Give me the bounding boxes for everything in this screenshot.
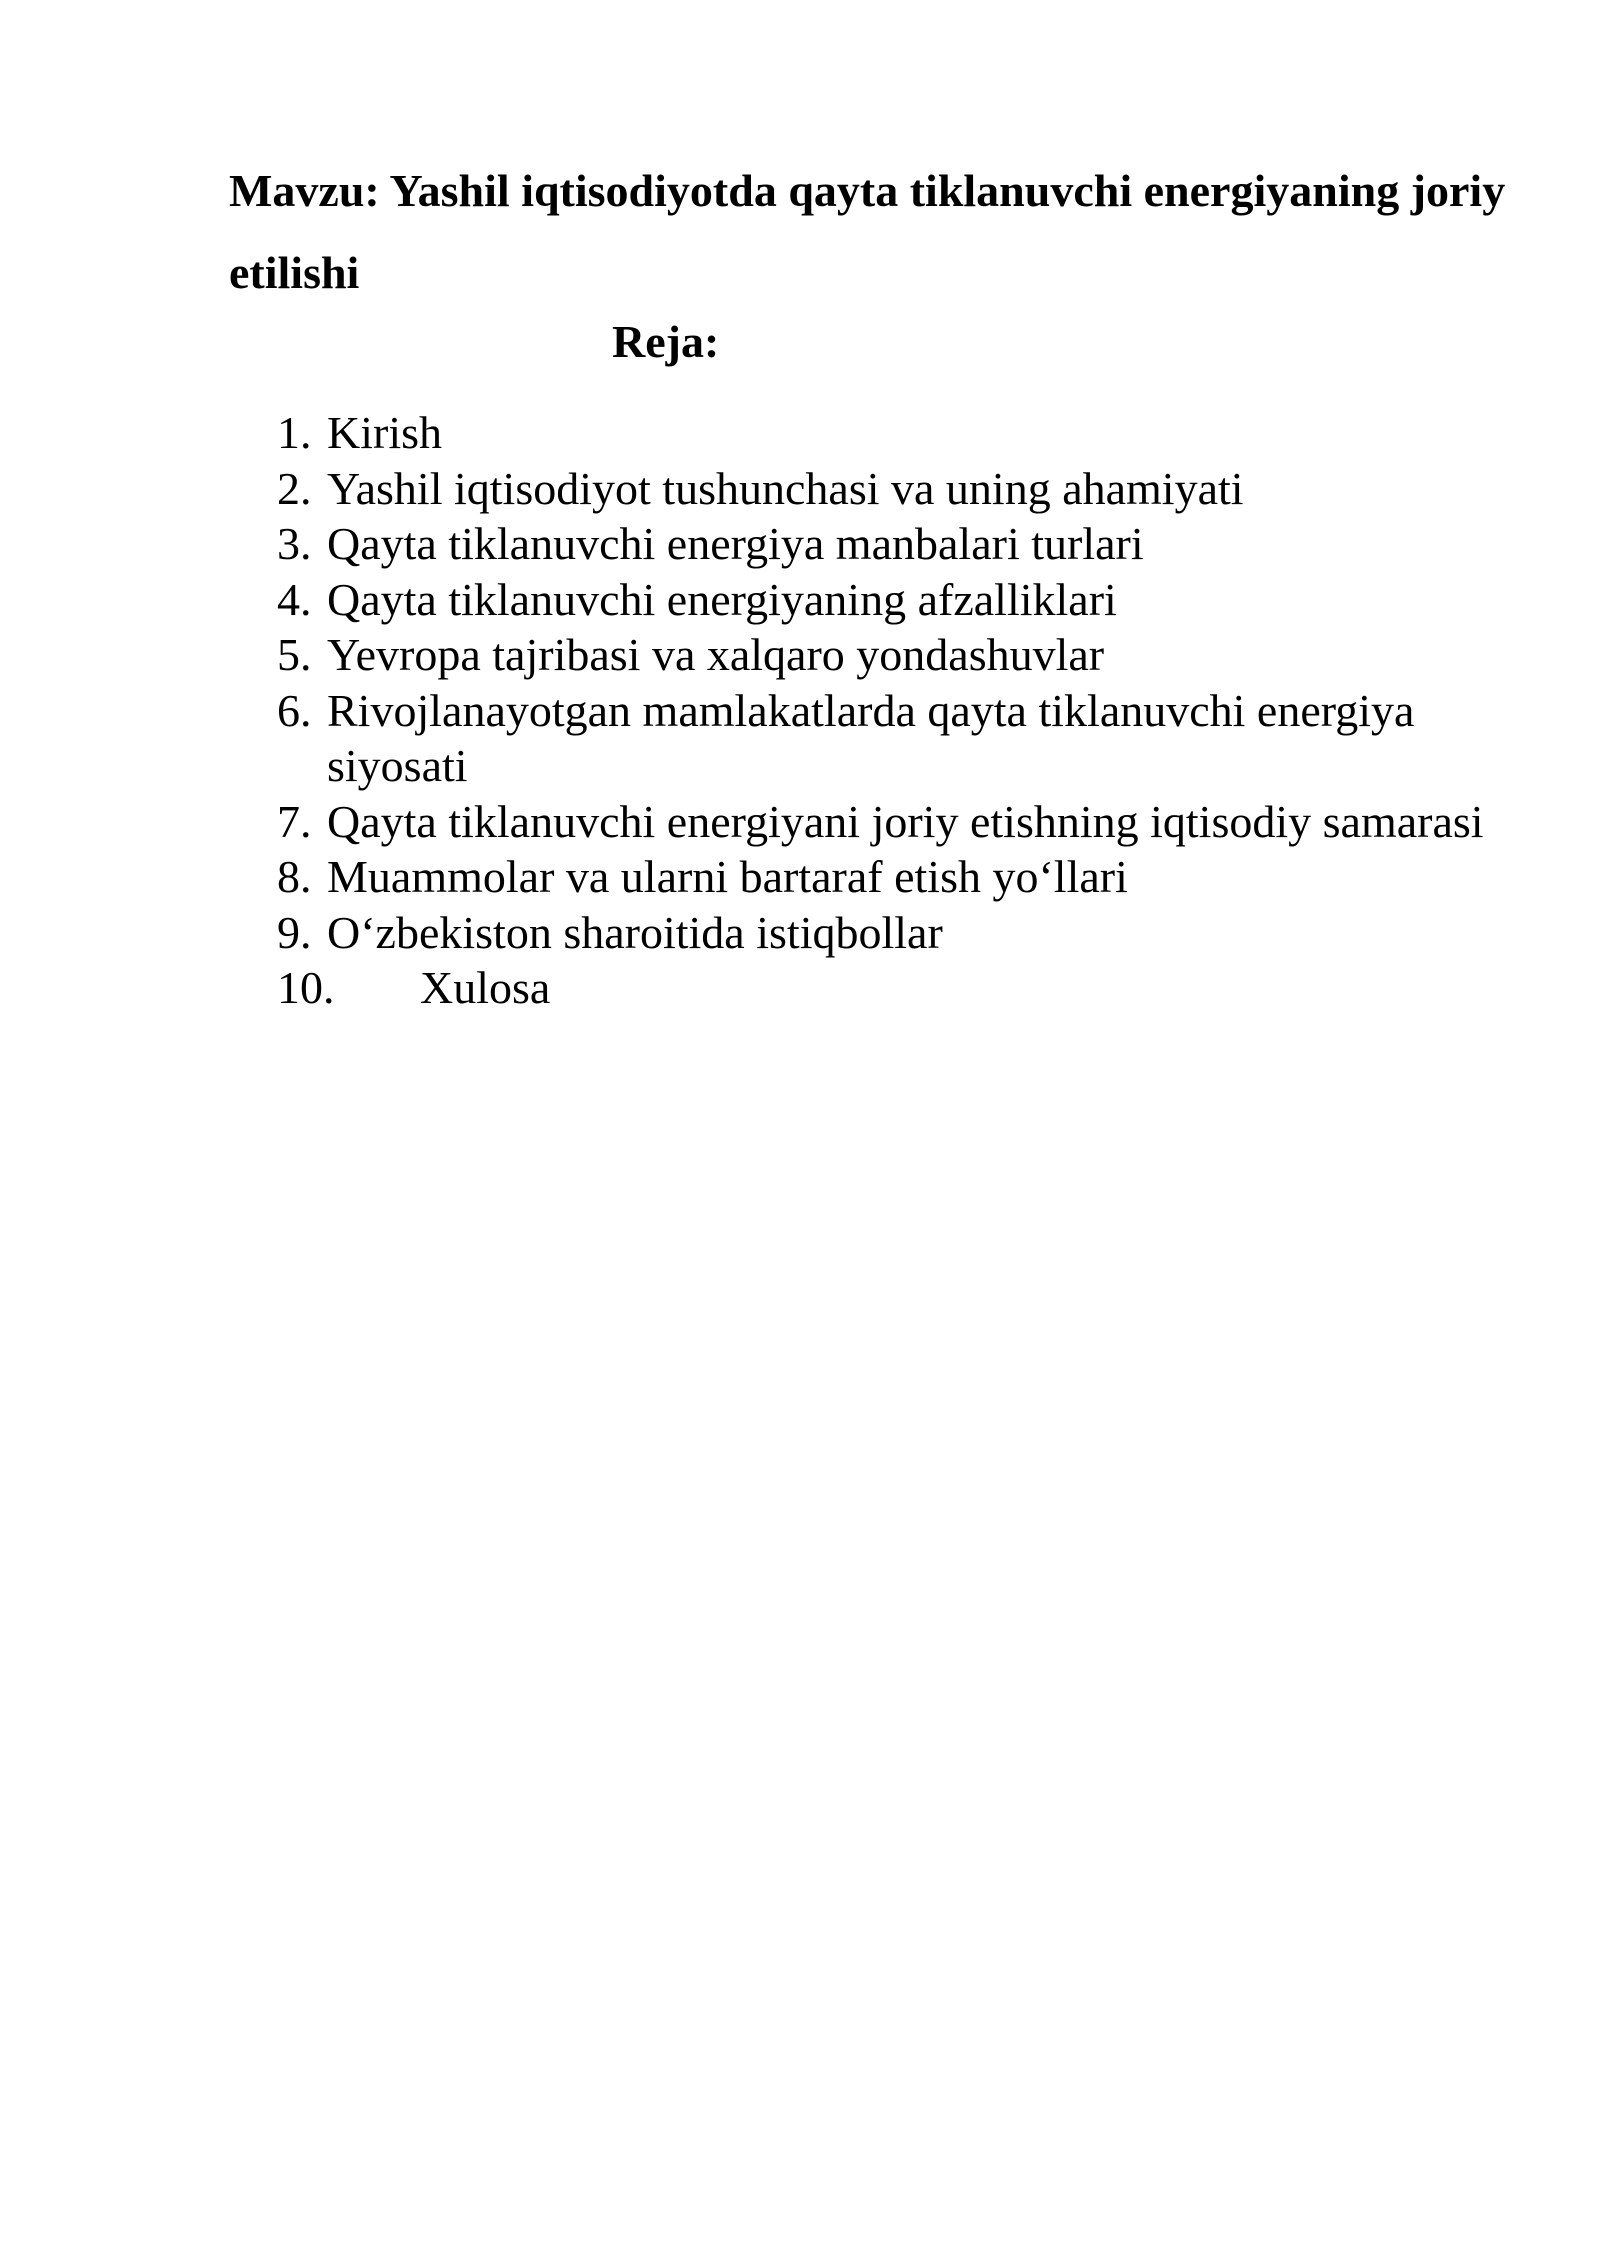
plan-item-text: Qayta tiklanuvchi energiyaning afzalliklari: [327, 573, 1117, 625]
plan-item-3: [277, 516, 1517, 572]
plan-item-number: 5.: [277, 629, 312, 680]
plan-item-text: Yashil iqtisodiyot tushunchasi va uning ahamiyati: [327, 462, 1244, 514]
plan-item-5: [277, 627, 1517, 683]
plan-item-number: 10.: [277, 962, 335, 1013]
plan-item-text: Yevropa tajribasi va xalqaro yondashuvlar: [327, 629, 1105, 680]
plan-item-4: [277, 572, 1517, 628]
plan-item-text: Kirish: [327, 407, 442, 458]
plan-item-number: 1.: [277, 407, 312, 458]
plan-item-number: 6.: [277, 684, 312, 736]
plan-item-text: Muammolar va ularni bartaraf etish yo‘llari: [327, 851, 1128, 902]
plan-item-2: [277, 461, 1517, 517]
document-title: Mavzu: Yashil iqtisodiyotda qayta tiklanuvchi energiyaning joriy etilishi: [229, 165, 1506, 298]
plan-item-number: 9.: [277, 906, 312, 958]
plan-item-number: 8.: [277, 851, 312, 902]
plan-item-text: Qayta tiklanuvchi energiya manbalari turlari: [327, 518, 1144, 569]
plan-item-number: 2.: [277, 462, 312, 514]
plan-item-10: [277, 960, 1517, 1016]
plan-item-text: Xulosa: [420, 962, 551, 1013]
plan-item-9: [277, 905, 1517, 961]
plan-item-number: 3.: [277, 518, 312, 569]
plan-item-number: 4.: [277, 573, 312, 625]
plan-item-number: 7.: [277, 795, 312, 847]
plan-item-text: Qayta tiklanuvchi energiyani joriy etishning iqtisodiy samarasi: [327, 795, 1484, 847]
plan-item-1: [277, 405, 1517, 461]
plan-item-text: O‘zbekiston sharoitida istiqbollar: [327, 906, 943, 958]
plan-heading: Reja:: [612, 316, 720, 367]
plan-item-text: Rivojlanayotgan mamlakatlarda qayta tiklanuvchi energiya siyosati: [327, 684, 1415, 791]
plan-item-7: [277, 794, 1517, 850]
plan-list: [277, 405, 1517, 1016]
plan-item-6: [277, 683, 1517, 794]
plan-item-8: [277, 849, 1517, 905]
